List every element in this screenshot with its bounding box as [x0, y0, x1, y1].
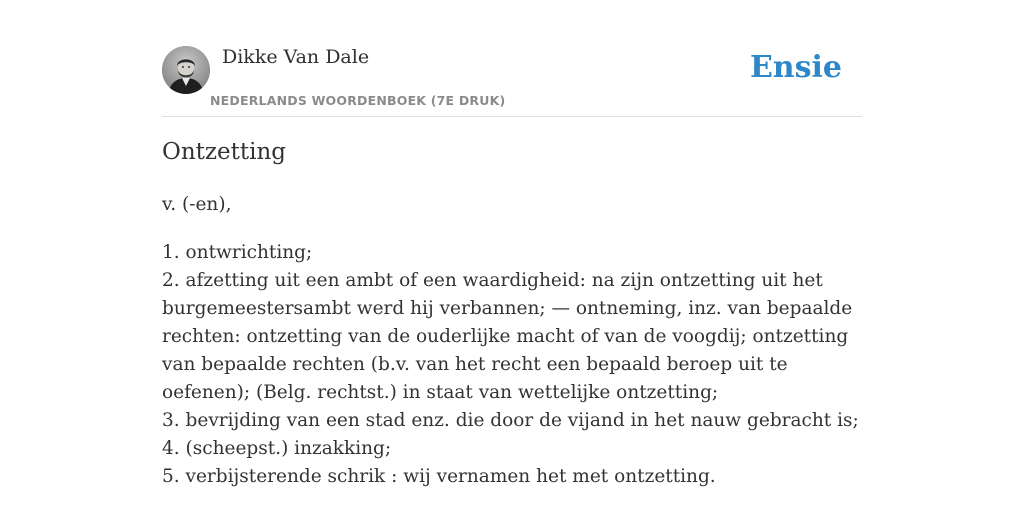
portrait-icon — [162, 46, 210, 94]
author-avatar[interactable] — [162, 46, 210, 94]
definition-item: 4. (scheepst.) inzakking; — [162, 438, 392, 459]
entry-title: Ontzetting — [162, 139, 287, 165]
dictionary-source[interactable]: NEDERLANDS WOORDENBOEK (7E DRUK) — [210, 93, 506, 108]
author-name[interactable]: Dikke Van Dale — [222, 46, 370, 68]
entry-header — [162, 0, 862, 117]
definition-item: 3. bevrijding van een stad enz. die door de vijand in het nauw gebracht is; — [162, 410, 859, 431]
definition-item: 5. verbijsterende schrik : wij vernamen het met ontzetting. — [162, 466, 716, 487]
definition-list — [162, 239, 862, 491]
ensie-logo[interactable]: Ensie — [749, 50, 842, 85]
definition-item: 2. afzetting uit een ambt of een waardigheid: na zijn ontzetting uit het burgemeestersambt werd hij verbannen; — ontneming, inz. van bepaalde rechten: ontzetting van de ouderlijke macht of van de voogdij; ontzetting van bepaalde rechten (b.v. van het recht een bepaald beroep uit te oefenen); (Belg. rechtst.) in staat van wettelijke ontzetting; — [162, 270, 853, 403]
entry-card — [162, 0, 862, 512]
definition-item: 1. ontwrichting; — [162, 242, 313, 263]
grammar-info: v. (-en), — [162, 194, 232, 215]
